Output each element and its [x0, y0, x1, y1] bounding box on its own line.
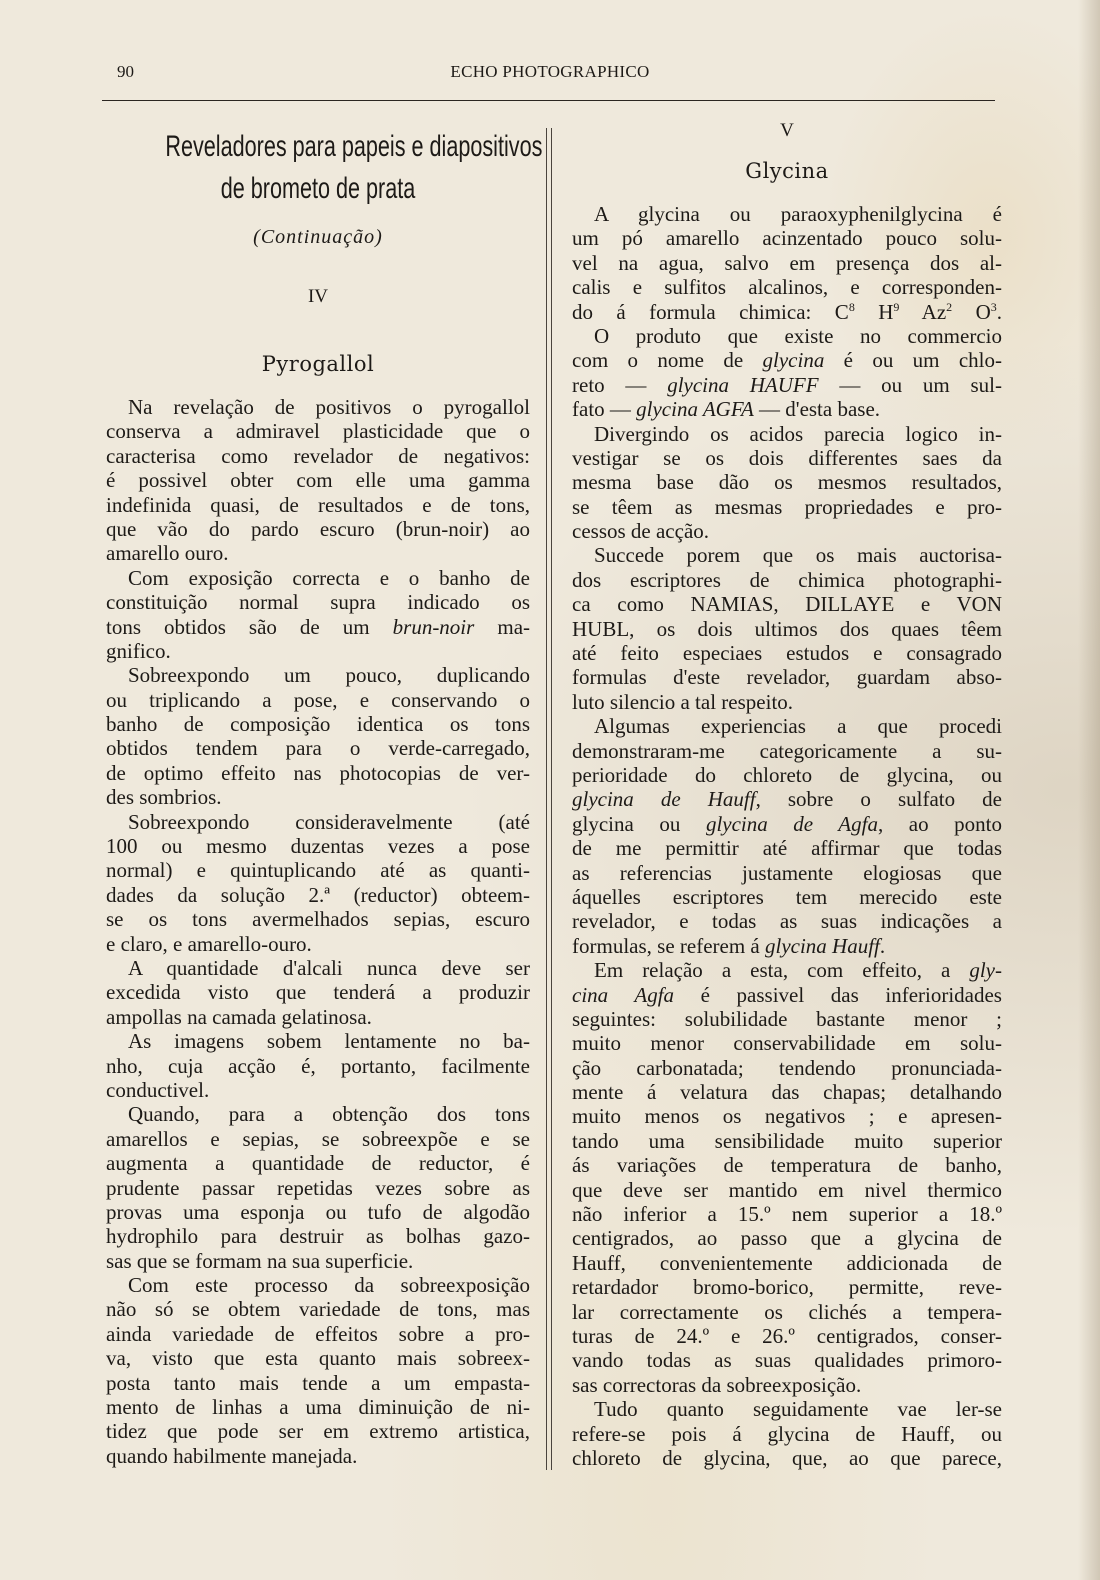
column-divider	[546, 128, 552, 1470]
line-text: A glycina ou paraoxyphenilglycina é	[594, 202, 1002, 226]
text-line	[572, 1226, 1002, 1250]
article-subtitle: (Continuação)	[253, 226, 383, 248]
section-heading-pyrogallol: Pyrogallol	[261, 352, 375, 376]
line-text: mento de linhas a uma diminuição de ni-	[106, 1395, 530, 1420]
formula-az: Az	[899, 299, 947, 324]
italic-text: glycina HAUFF	[667, 372, 819, 397]
section-v-body	[572, 202, 1002, 1470]
line-text: mesma base dão os mesmos resultados,	[572, 470, 1002, 495]
text-line	[572, 422, 1002, 446]
italic-text: glycina AGFA	[636, 397, 754, 422]
formula-az-sub: 2	[946, 299, 953, 314]
text-line	[572, 861, 1002, 885]
line-text: calis e sulfitos alcalinos, e corresponden-	[572, 275, 1002, 300]
line-text: seguintes: solubilidade bastante menor ;	[572, 1006, 1002, 1031]
line-text: ou triplicando a pose, e conservando o	[106, 687, 530, 712]
text-line	[106, 1249, 530, 1273]
line-text-after: , sobre o sulfato de	[755, 787, 1002, 812]
text-line	[572, 226, 1002, 250]
formula-o: O	[952, 299, 991, 324]
text-line	[106, 834, 530, 858]
section-heading-glycina: Glycina	[745, 159, 829, 183]
line-text: lar correctamente os clichés a tempera-	[572, 1299, 1002, 1324]
section-iv-body	[106, 395, 530, 1468]
text-line	[106, 1054, 530, 1078]
line-text: não inferior a 15.º nem superior a 18.º	[572, 1202, 1002, 1227]
text-line	[572, 763, 1002, 787]
text-line	[572, 1129, 1002, 1153]
line-text: normal) e quintuplicando até as quanti-	[106, 858, 530, 883]
line-text: de optimo effeito nas photocopias de ver-	[106, 760, 530, 785]
text-line	[572, 1056, 1002, 1080]
text-line	[572, 690, 1002, 714]
text-line	[572, 1031, 1002, 1055]
line-text: Hauff, convenientemente addicionada de	[572, 1250, 1002, 1275]
text-line	[106, 517, 530, 541]
line-text: indefinida quasi, de resultados e de tons,	[106, 492, 530, 517]
article-title-line-1: Reveladores para papeis e diapositivos	[165, 130, 543, 163]
line-text: excedida visto que tenderá a produzir	[106, 980, 530, 1005]
line-text: hydrophilo para destruir as bolhas gazo-	[106, 1224, 530, 1249]
text-line	[572, 665, 1002, 689]
text-line	[572, 1446, 1002, 1470]
text-line	[572, 202, 1002, 226]
text-line	[106, 1322, 530, 1346]
text-line	[106, 1176, 530, 1200]
text-line	[572, 275, 1002, 299]
line-text-after: — ou um sul-	[818, 372, 1002, 397]
text-line	[106, 468, 530, 492]
line-text: turas de 24.º e 26.º centigrados, conser-	[572, 1323, 1002, 1348]
text-line	[106, 639, 530, 663]
line-text: vando todas as suas qualidades primoro-	[572, 1348, 1002, 1373]
text-line	[106, 1224, 530, 1248]
line-text: se os tons avermelhados sepias, escuro	[106, 907, 530, 932]
text-line	[572, 1178, 1002, 1202]
text-line	[572, 495, 1002, 519]
article-title	[165, 126, 543, 210]
line-text: Sobreexpondo consideravelmente (até	[128, 809, 530, 834]
text-line	[106, 1151, 530, 1175]
line-text: de me permittir até affirmar que todas	[572, 836, 1002, 861]
line-text: formulas, se referem á	[572, 933, 760, 958]
line-text: ção carbonatada; tendendo pronunciada-	[572, 1055, 1002, 1080]
text-line	[572, 909, 1002, 933]
text-line	[572, 1373, 1002, 1397]
text-line	[572, 348, 1002, 372]
line-text: ca como NAMIAS, DILLAYE e VON	[572, 592, 1002, 617]
text-line	[572, 543, 1002, 567]
text-line	[106, 1127, 530, 1151]
line-text: dades da solução 2.ª (reductor) obteem-	[106, 882, 530, 907]
line-text: posta tanto mais tende a um empasta-	[106, 1370, 530, 1395]
text-line	[572, 739, 1002, 763]
text-line	[106, 712, 530, 736]
line-text: refere-se pois á glycina de Hauff, ou	[572, 1421, 1002, 1446]
line-text: sas que se formam na sua superficie.	[106, 1248, 414, 1273]
line-text: é possivel obter com elle uma gamma	[106, 468, 530, 493]
text-line	[572, 617, 1002, 641]
text-line	[572, 812, 1002, 836]
italic-text: glycina de Agfa	[705, 811, 878, 836]
text-line	[572, 714, 1002, 738]
line-text: que deve ser mantido em nivel thermico	[572, 1177, 1002, 1202]
text-line	[106, 566, 530, 590]
line-text: constituição normal supra indicado os	[106, 590, 530, 615]
line-text: conductivel.	[106, 1077, 210, 1102]
line-text: Sobreexpondo um pouco, duplicando	[128, 663, 530, 688]
line-text-after: , ao ponto	[877, 811, 1003, 836]
text-line	[106, 858, 530, 882]
line-text: e claro, e amarello-ouro.	[106, 931, 312, 956]
section-number-iv: IV	[307, 286, 329, 307]
line-text: banho de composição identica os tons	[106, 712, 530, 737]
text-line	[572, 1275, 1002, 1299]
text-line	[106, 663, 530, 687]
line-text: perioridade do chloreto de glycina, ou	[572, 762, 1002, 787]
line-text: ampollas na camada gelatinosa.	[106, 1004, 372, 1029]
text-line	[572, 470, 1002, 494]
text-line	[106, 541, 530, 565]
text-line	[106, 590, 530, 614]
line-text: muito menos os negativos ; e apresen-	[572, 1104, 1002, 1129]
text-line	[572, 592, 1002, 616]
line-text: conserva a admiravel plasticidade que o	[106, 419, 530, 444]
line-text: um pó amarello acinzentado pouco solu-	[572, 226, 1002, 251]
line-text: caracterisa como revelador de negativos:	[106, 443, 530, 468]
header-rule	[102, 100, 995, 101]
line-text: muito menor conservabilidade em solu-	[572, 1031, 1002, 1056]
text-line	[572, 787, 1002, 811]
text-line	[572, 1397, 1002, 1421]
text-line	[106, 736, 530, 760]
line-text: 100 ou mesmo duzentas vezes a pose	[106, 834, 530, 859]
text-line	[106, 1346, 530, 1370]
line-text: centigrados, ao passo que a glycina de	[572, 1226, 1002, 1251]
line-text: áquelles escriptores tem merecido este	[572, 884, 1002, 909]
line-text: formulas d'este revelador, guardam abso-	[572, 665, 1002, 690]
article-title-line-2: de brometo de prata	[220, 172, 416, 205]
line-text: O produto que existe no commercio	[594, 323, 1002, 348]
italic-text: glycina	[762, 348, 825, 373]
line-text: HUBL, os dois ultimos dos quaes têem	[572, 616, 1002, 641]
line-text: com o nome de	[572, 348, 744, 373]
line-text: augmenta a quantidade de reductor, é	[106, 1151, 530, 1176]
line-text: glycina ou	[572, 811, 681, 836]
line-text: vestigar se os dois differentes saes da	[572, 445, 1002, 470]
line-text: Quando, para a obtenção dos tons	[128, 1102, 530, 1127]
text-line	[106, 761, 530, 785]
formula-h-sub: 9	[893, 299, 900, 314]
text-line	[572, 373, 1002, 397]
text-line	[572, 983, 1002, 1007]
line-text: sas correctoras da sobreexposição.	[572, 1372, 862, 1397]
text-line	[572, 934, 1002, 958]
line-text: Em relação a esta, com effeito, a	[594, 958, 951, 983]
line-text: revelador, e todas as suas indicações a	[572, 909, 1002, 934]
text-line	[572, 641, 1002, 665]
text-line	[572, 519, 1002, 543]
text-line	[572, 1080, 1002, 1104]
italic-text: brun-noir	[392, 614, 475, 639]
text-line	[572, 1251, 1002, 1275]
italic-text: glycina de Hauff	[572, 787, 756, 812]
line-text: amarello ouro.	[106, 541, 229, 566]
text-line	[106, 1395, 530, 1419]
text-line: do á formula chimica: $C^8$ $H^9$ Az$^2$ $O^3$.	[572, 299, 1003, 324]
text-line	[106, 1078, 530, 1102]
section-number-v: V	[780, 120, 794, 141]
line-text: reto —	[572, 372, 668, 397]
text-line	[106, 980, 530, 1004]
text-line	[106, 1029, 530, 1053]
line-text-after: — d'esta base.	[753, 397, 881, 422]
line-text-after: ma-	[474, 614, 531, 639]
text-line	[106, 1102, 530, 1126]
line-text: A quantidade d'alcali nunca deve ser	[128, 955, 530, 980]
text-line	[572, 885, 1002, 909]
text-line	[572, 397, 1002, 421]
line-text: ainda variedade de effeitos sobre a pro-	[106, 1321, 530, 1346]
formula-o-sub: 3	[990, 299, 997, 314]
text-line	[572, 251, 1002, 275]
text-line	[106, 1297, 530, 1321]
text-line	[106, 810, 530, 834]
line-text-after: é ou um chlo-	[824, 348, 1002, 373]
text-line	[572, 1153, 1002, 1177]
line-text: tando uma sensibilidade muito superior	[572, 1128, 1002, 1153]
text-line	[572, 1348, 1002, 1372]
text-line	[572, 836, 1002, 860]
text-line	[572, 1324, 1002, 1348]
line-text: as referencias justamente elogiosas que	[572, 860, 1002, 885]
line-text: chloreto de glycina, que, ao que parece,	[572, 1445, 1002, 1470]
text-line	[572, 568, 1002, 592]
line-text: dos escriptores de chimica photographi-	[572, 567, 1002, 592]
line-text: não só se obtem variedade de tons, mas	[106, 1297, 530, 1322]
line-text: fato —	[572, 397, 637, 422]
line-text: provas uma esponja ou tufo de algodão	[106, 1199, 530, 1224]
text-line	[106, 615, 530, 639]
page-edge-shadow	[1078, 0, 1100, 1580]
text-line	[106, 419, 530, 443]
text-line	[572, 1202, 1002, 1226]
text-line	[106, 956, 530, 980]
line-text: do á formula chimica: C	[572, 299, 849, 324]
line-text: que vão do pardo escuro (brun-noir) ao	[106, 516, 530, 541]
line-text: Tudo quanto seguidamente vae ler-se	[594, 1397, 1002, 1422]
text-line	[106, 444, 530, 468]
line-text: des sombrios.	[106, 785, 222, 810]
text-line	[106, 1371, 530, 1395]
text-line	[106, 395, 530, 419]
text-line	[572, 324, 1002, 348]
line-text: mente á velatura das chapas; detalhando	[572, 1080, 1002, 1105]
italic-text: glycina Hauff	[765, 933, 880, 958]
line-text: Na revelação de positivos o pyrogallol	[128, 395, 530, 419]
page-number: 90	[117, 62, 134, 81]
text-line	[106, 493, 530, 517]
text-line	[106, 932, 530, 956]
text-line	[106, 1444, 530, 1468]
running-title-text: ECHO PHOTOGRAPHICO	[450, 62, 650, 81]
running-title	[0, 62, 1100, 82]
line-text: nho, cuja acção é, portanto, facilmente	[106, 1053, 530, 1078]
text-line	[106, 688, 530, 712]
text-line	[106, 785, 530, 809]
line-text: se têem as mesmas propriedades e pro-	[572, 494, 1002, 519]
text-line	[106, 883, 530, 907]
text-line	[572, 1422, 1002, 1446]
italic-text: gly-	[969, 958, 1002, 983]
line-text: gnifico.	[106, 638, 171, 663]
formula-c-sub: 8	[848, 299, 855, 314]
line-text: Divergindo os acidos parecia logico in-	[594, 421, 1002, 446]
line-text-after: .	[879, 933, 886, 958]
line-text: retardador bromo-borico, permitte, reve-	[572, 1275, 1002, 1300]
line-text: quando habilmente manejada.	[106, 1443, 358, 1468]
line-text: obtidos tendem para o verde-carregado,	[106, 736, 530, 761]
line-text: demonstraram-me categoricamente a su-	[572, 738, 1002, 763]
line-text: cessos de acção.	[572, 519, 710, 544]
line-text: va, visto que esta quanto mais sobreex-	[106, 1346, 530, 1371]
text-line	[572, 446, 1002, 470]
line-text: Com este processo da sobreexposição	[128, 1273, 530, 1298]
text-line	[106, 1005, 530, 1029]
line-text: vel na agua, salvo em presença dos al-	[572, 250, 1002, 275]
text-line	[106, 1273, 530, 1297]
line-text: prudente passar repetidas vezes sobre as	[106, 1175, 530, 1200]
line-text: Algumas experiencias a que procedi	[594, 714, 1002, 739]
text-line	[572, 1300, 1002, 1324]
text-line	[106, 1419, 530, 1443]
line-text: Succede porem que os mais auctorisa-	[594, 543, 1002, 568]
text-line	[106, 907, 530, 931]
line-text: luto silencio a tal respeito.	[572, 689, 794, 714]
text-line	[572, 1007, 1002, 1031]
line-text: tidez que pode ser em extremo artistica,	[106, 1419, 530, 1444]
text-line	[572, 958, 1002, 982]
line-text: tons obtidos são de um	[106, 614, 370, 639]
line-text: As imagens sobem lentamente no ba-	[128, 1029, 530, 1054]
formula-h: H	[854, 299, 894, 324]
text-line	[106, 1200, 530, 1224]
line-text: até feito especiaes estudos e consagrado	[572, 641, 1002, 666]
line-text: ás variações de temperatura de banho,	[572, 1153, 1002, 1178]
italic-text: cina Agfa	[572, 982, 675, 1007]
line-text: amarellos e sepias, se sobreexpõe e se	[106, 1126, 530, 1151]
text-line	[572, 1104, 1002, 1128]
line-text: Com exposição correcta e o banho de	[128, 565, 530, 590]
line-text-after: é passivel das inferioridades	[674, 982, 1002, 1007]
